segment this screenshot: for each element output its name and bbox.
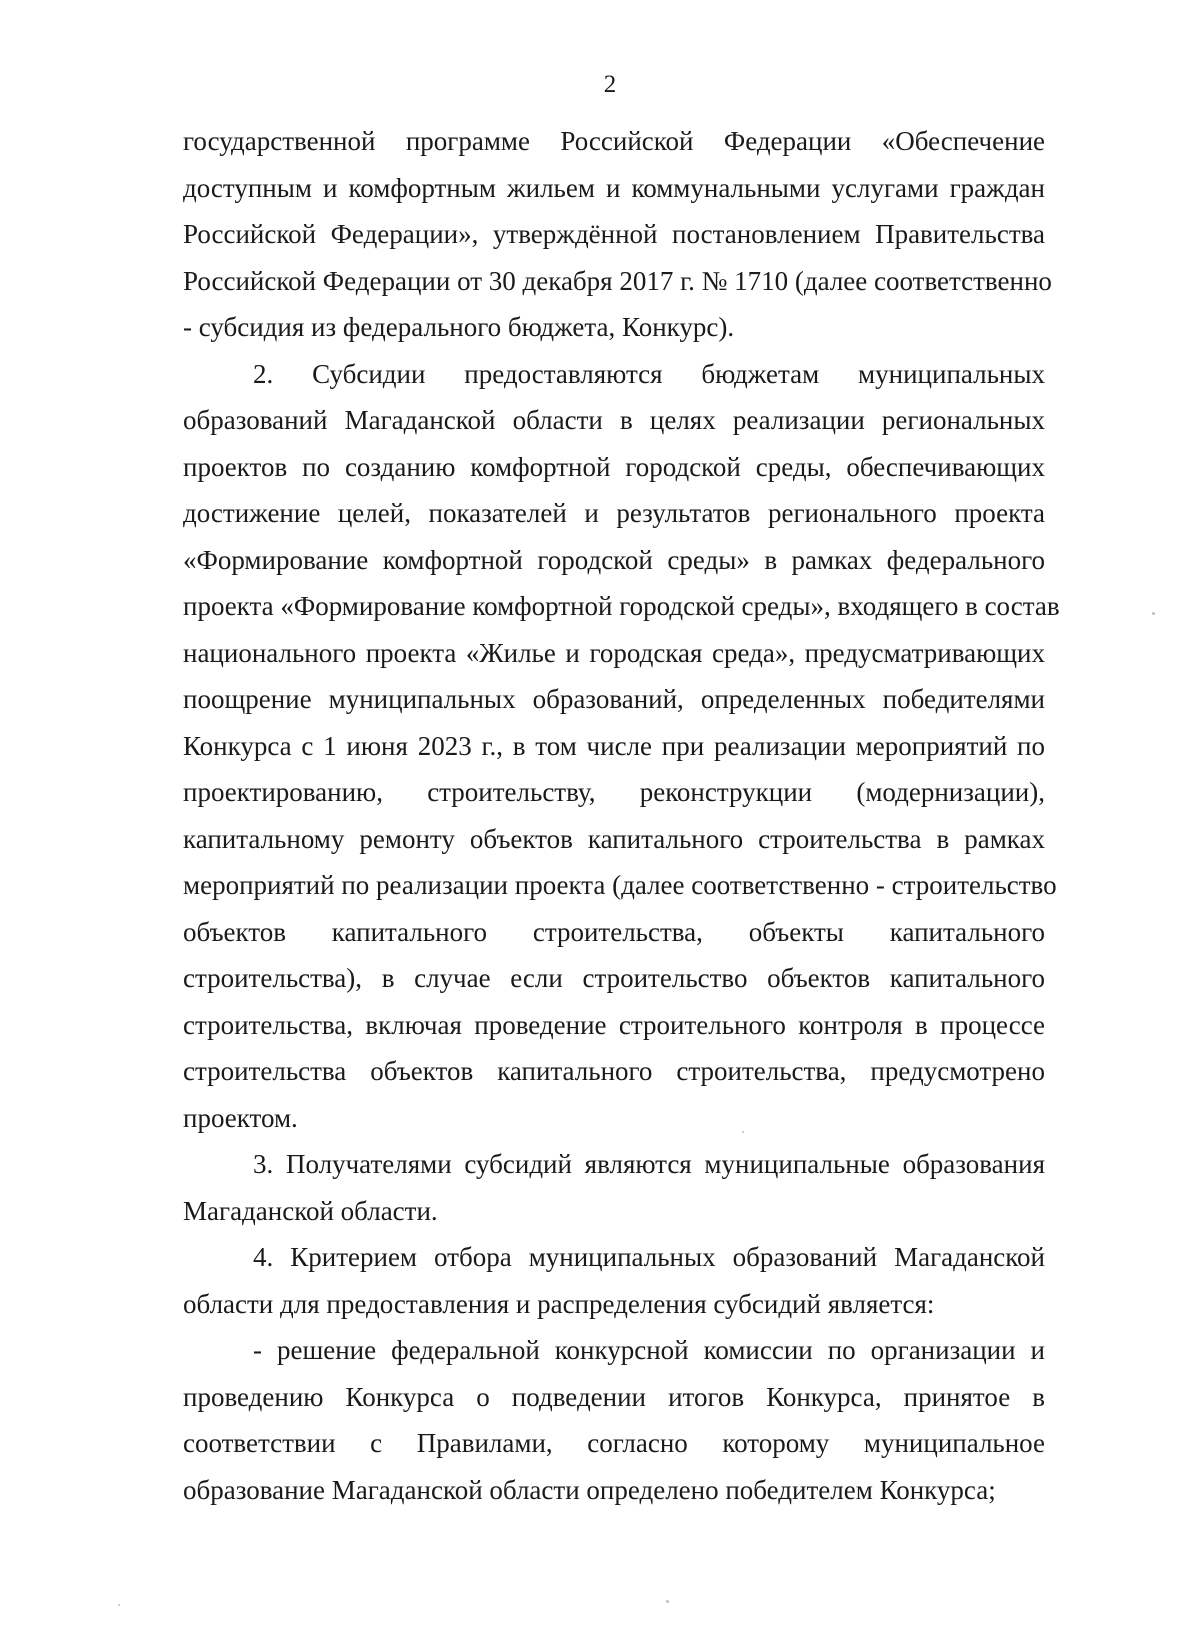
text-line: 2. Субсидии предоставляются бюджетам муниципальных [253, 358, 1045, 389]
text-line: проекта «Формирование комфортной городской среды», входящего в состав [183, 591, 1060, 621]
text-line: строительства), в случае если строительство объектов капитального [183, 963, 1045, 993]
text-line: проектированию, строительству, реконструкции (модернизации), [183, 777, 1045, 807]
text-line: области для предоставления и распределения субсидий является: [183, 1288, 935, 1319]
scan-speck [666, 1600, 669, 1603]
text-line: строительства объектов капитального строительства, предусмотрено [183, 1056, 1045, 1086]
text-line: Магаданской области. [183, 1195, 438, 1226]
page-number: 2 [603, 71, 617, 98]
text-line: национального проекта «Жилье и городская среда», предусматривающих [183, 637, 1045, 668]
text-line: - субсидия из федерального бюджета, Конкурс). [183, 312, 735, 342]
text-line: 3. Получателями субсидий являются муниципальные образования [253, 1149, 1045, 1179]
text-line: соответствии с Правилами, согласно которому муниципальное [183, 1428, 1045, 1458]
text-line: государственной программе Российской Федерации «Обеспечение [183, 126, 1045, 156]
text-line: 4. Критерием отбора муниципальных образований Магаданской [253, 1242, 1045, 1272]
scan-speck [1152, 612, 1155, 615]
text-line: Российской Федерации», утверждённой постановлением Правительства [183, 219, 1045, 249]
text-line: капитальному ремонту объектов капитального строительства в рамках [183, 823, 1045, 854]
document-body [183, 118, 1060, 1513]
text-line: проектом. [183, 1102, 298, 1133]
text-line: проведению Конкурса о подведении итогов Конкурса, принятое в [183, 1381, 1045, 1412]
text-line: Российской Федерации от 30 декабря 2017 г. № 1710 (далее соответственно [183, 265, 1052, 296]
text-line: доступным и комфортным жильем и коммунальными услугами граждан [183, 172, 1045, 203]
text-line: объектов капитального строительства, объекты капитального [183, 916, 1045, 947]
text-line: образований Магаданской области в целях реализации региональных [183, 405, 1045, 435]
scan-speck [118, 1604, 120, 1606]
text-line: достижение целей, показателей и результатов регионального проекта [183, 498, 1045, 528]
text-line: мероприятий по реализации проекта (далее соответственно - строительство [183, 870, 1057, 900]
text-line: образование Магаданской области определено победителем Конкурса; [183, 1474, 996, 1505]
text-line: проектов по созданию комфортной городской среды, обеспечивающих [183, 451, 1045, 482]
text-line: поощрение муниципальных образований, определенных победителями [183, 684, 1045, 714]
text-line: строительства, включая проведение строительного контроля в процессе [183, 1009, 1045, 1040]
text-line: «Формирование комфортной городской среды» в рамках федерального [183, 544, 1045, 575]
text-line: Конкурса с 1 июня 2023 г., в том числе при реализации мероприятий по [183, 730, 1045, 761]
text-line: - решение федеральной конкурсной комиссии по организации и [253, 1335, 1045, 1365]
scan-speck [742, 1131, 744, 1133]
